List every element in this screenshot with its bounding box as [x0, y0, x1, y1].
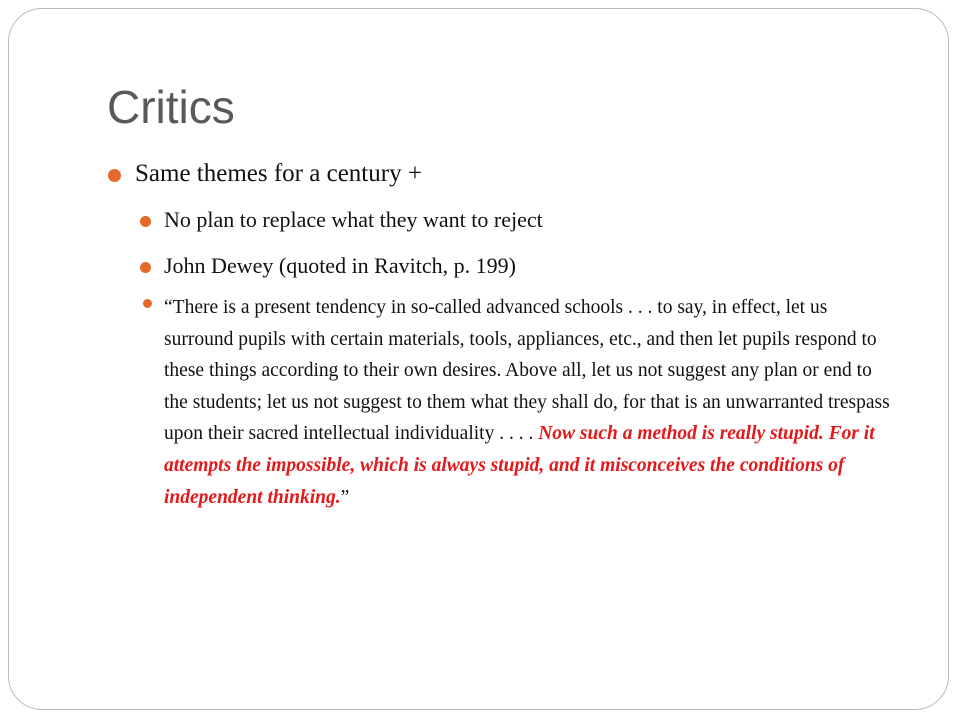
quote-closing-mark: ”	[340, 486, 350, 508]
bullet-dot-icon	[140, 216, 151, 227]
bullet-dot-icon	[140, 262, 151, 273]
sub-bullet-item: John Dewey (quoted in Ravitch, p. 199)	[164, 253, 516, 278]
sub-bullet-item: No plan to replace what they want to reject	[164, 207, 543, 232]
quote-emphasis: Now such a method is really stupid. For it attempts the impossible, which is always stupid, and it misconceives the conditions of independent thinking.	[164, 423, 875, 508]
bullet-item: Same themes for a century +	[135, 160, 422, 187]
slide-title: Critics	[107, 81, 235, 133]
dewey-quote	[164, 292, 894, 513]
quote-text: “There is a present tendency in so-called advanced schools . . . to say, in effect, let us surround pupils with certain materials, tools, appliances, etc., and then let pupils respond to these things according to their own desires. Above all, let us not suggest any plan or end to the students; let us not suggest to them what they shall do, for that is an unwarranted trespass upon their sacred intellectual individuality . . . .	[164, 297, 890, 445]
bullet-dot-icon	[143, 299, 152, 308]
bullet-dot-icon	[108, 169, 121, 182]
